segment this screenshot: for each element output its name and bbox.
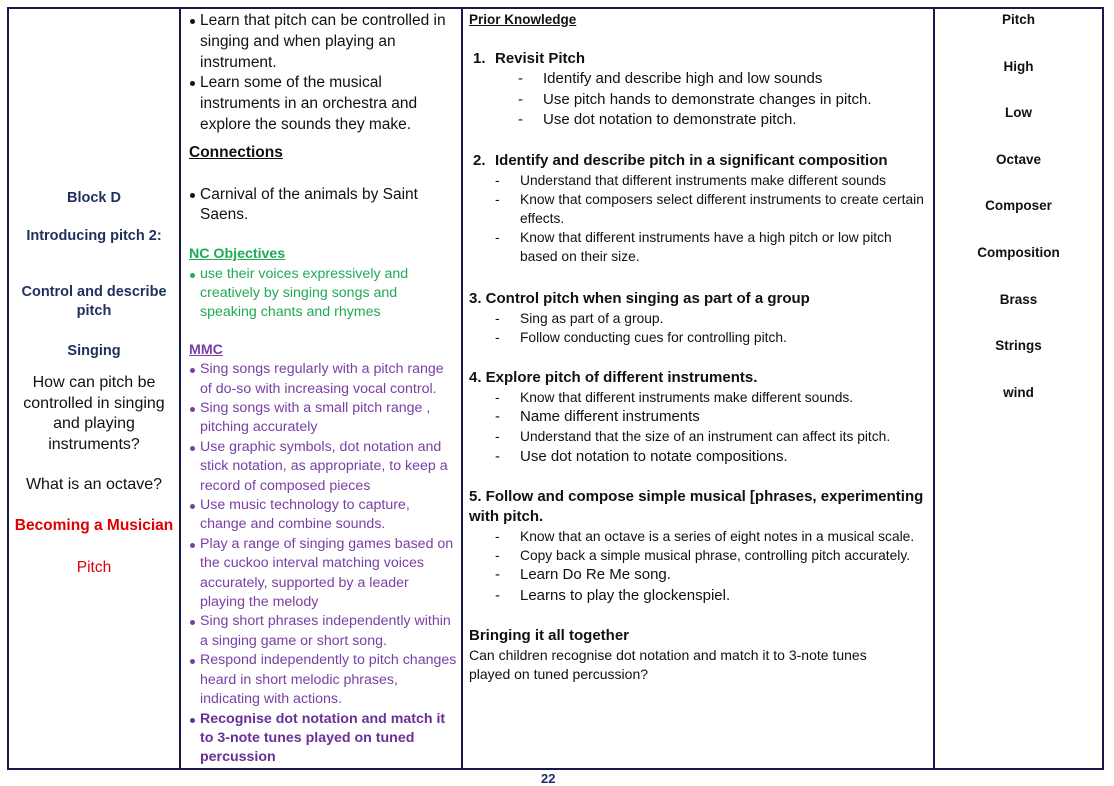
mmc-item: Use music technology to capture, change and combine sounds. [189, 496, 457, 535]
mmc-heading: MMC [189, 341, 223, 358]
step-item: - Copy back a simple musical phrase, controlling pitch accurately. [469, 546, 927, 565]
objectives-column [179, 9, 461, 768]
step-2-list [469, 171, 927, 267]
block-label: Block D [67, 190, 121, 206]
key-question-2: What is an octave? [25, 476, 163, 493]
step-5-title: 5. Follow and compose simple musical [phrases, experimenting with pitch. [469, 487, 924, 525]
step-item: - Follow conducting cues for controlling pitch. [469, 328, 927, 347]
unit-focus: Control and describe pitch [21, 284, 167, 319]
step-4-title: 4. Explore pitch of different instruments. [469, 368, 758, 386]
step-item: - Learns to play the glockenspiel. [469, 586, 927, 606]
vocab-word: Octave [995, 151, 1042, 167]
step-item: - Use dot notation to demonstrate pitch. [469, 110, 927, 131]
step-1-list [469, 69, 927, 131]
vocabulary-column [933, 9, 1102, 768]
mmc-item: Sing short phrases independently within a singing game or short song. [189, 612, 457, 651]
intro-bullet-list [189, 11, 457, 136]
bringing-together-heading: Bringing it all together [469, 626, 629, 644]
unit-title: Introducing pitch 2: [26, 228, 162, 244]
step-item: - Use pitch hands to demonstrate changes in pitch. [469, 90, 927, 111]
mmc-item: Sing songs regularly with a pitch range of do-so with increasing vocal control. [189, 360, 457, 399]
vocab-word: Composer [985, 198, 1052, 214]
step-item: - Understand that the size of an instrument can affect its pitch. [469, 427, 927, 446]
nc-objectives-list [189, 265, 457, 323]
intro-bullet: Learn that pitch can be controlled in singing and when playing an instrument. [189, 11, 457, 73]
step-item: - Know that composers select different instruments to create certain effects. [469, 190, 927, 228]
vocab-word: wind [1003, 384, 1034, 400]
step-1-title: 1. Revisit Pitch [473, 50, 586, 67]
becoming-a-musician-subtitle: Pitch [76, 558, 112, 576]
mmc-item: Respond independently to pitch changes heard in short melodic phrases, indicating with actions. [189, 651, 457, 709]
vocab-word: High [1003, 58, 1034, 74]
strand-label: Singing [67, 343, 121, 359]
nc-objective-item: use their voices expressively and creatively by singing songs and speaking chants and rhymes [189, 265, 457, 323]
step-2-title: 2. Identify and describe pitch in a significant composition [473, 151, 888, 169]
step-item: - Use dot notation to notate compositions. [469, 447, 927, 467]
step-3-title: 3. Control pitch when singing as part of a group [469, 289, 810, 307]
becoming-a-musician-heading: Becoming a Musician [14, 516, 174, 534]
vocabulary-list [935, 9, 1102, 430]
mmc-item: Sing songs with a small pitch range , pitching accurately [189, 399, 457, 438]
intro-bullet: Learn some of the musical instruments in an orchestra and explore the sounds they make. [189, 73, 457, 135]
vocab-word: Pitch [1001, 12, 1035, 27]
vocab-word: Brass [999, 291, 1038, 307]
step-5-list [469, 527, 927, 606]
bringing-together-text: Can children recognise dot notation and match it to 3-note tunes played on tuned percussion? [469, 646, 867, 683]
page-number: 22 [541, 771, 556, 786]
step-item: - Name different instruments [469, 407, 927, 427]
step-3-list [469, 309, 927, 347]
step-4-list [469, 388, 927, 467]
step-item: - Learn Do Re Me song. [469, 565, 927, 585]
mmc-item: Play a range of singing games based on the cuckoo interval matching voices accurately, supported by a leader playing the melody [189, 535, 457, 613]
vocab-word: Composition [977, 244, 1060, 260]
mmc-item-bold: Recognise dot notation and match it to 3-note tunes played on tuned percussion [189, 710, 457, 768]
connections-heading: Connections [189, 143, 283, 161]
connections-list [189, 185, 457, 227]
vocab-word: Strings [995, 338, 1042, 354]
step-item: - Know that different instruments make different sounds. [469, 388, 927, 407]
vocab-word: Low [1005, 105, 1032, 121]
nc-objectives-heading: NC Objectives [189, 246, 286, 263]
step-item: - Sing as part of a group. [469, 309, 927, 328]
step-item: - Understand that different instruments make different sounds [469, 171, 927, 190]
unit-info-column [9, 9, 179, 768]
prior-knowledge-heading: Prior Knowledge [469, 12, 577, 27]
curriculum-table [7, 7, 1104, 770]
lesson-sequence-column [461, 9, 933, 768]
step-item: - Know that an octave is a series of eight notes in a musical scale. [469, 527, 927, 546]
connection-item: Carnival of the animals by Saint Saens. [189, 185, 457, 227]
key-question-1: How can pitch be controlled in singing and playing instruments? [23, 374, 165, 453]
step-item: - Know that different instruments have a high pitch or low pitch based on their size. [469, 228, 927, 266]
mmc-item: Use graphic symbols, dot notation and stick notation, as appropriate, to keep a record of composed pieces [189, 438, 457, 496]
mmc-list [189, 360, 457, 768]
step-item: - Identify and describe high and low sounds [469, 69, 927, 90]
